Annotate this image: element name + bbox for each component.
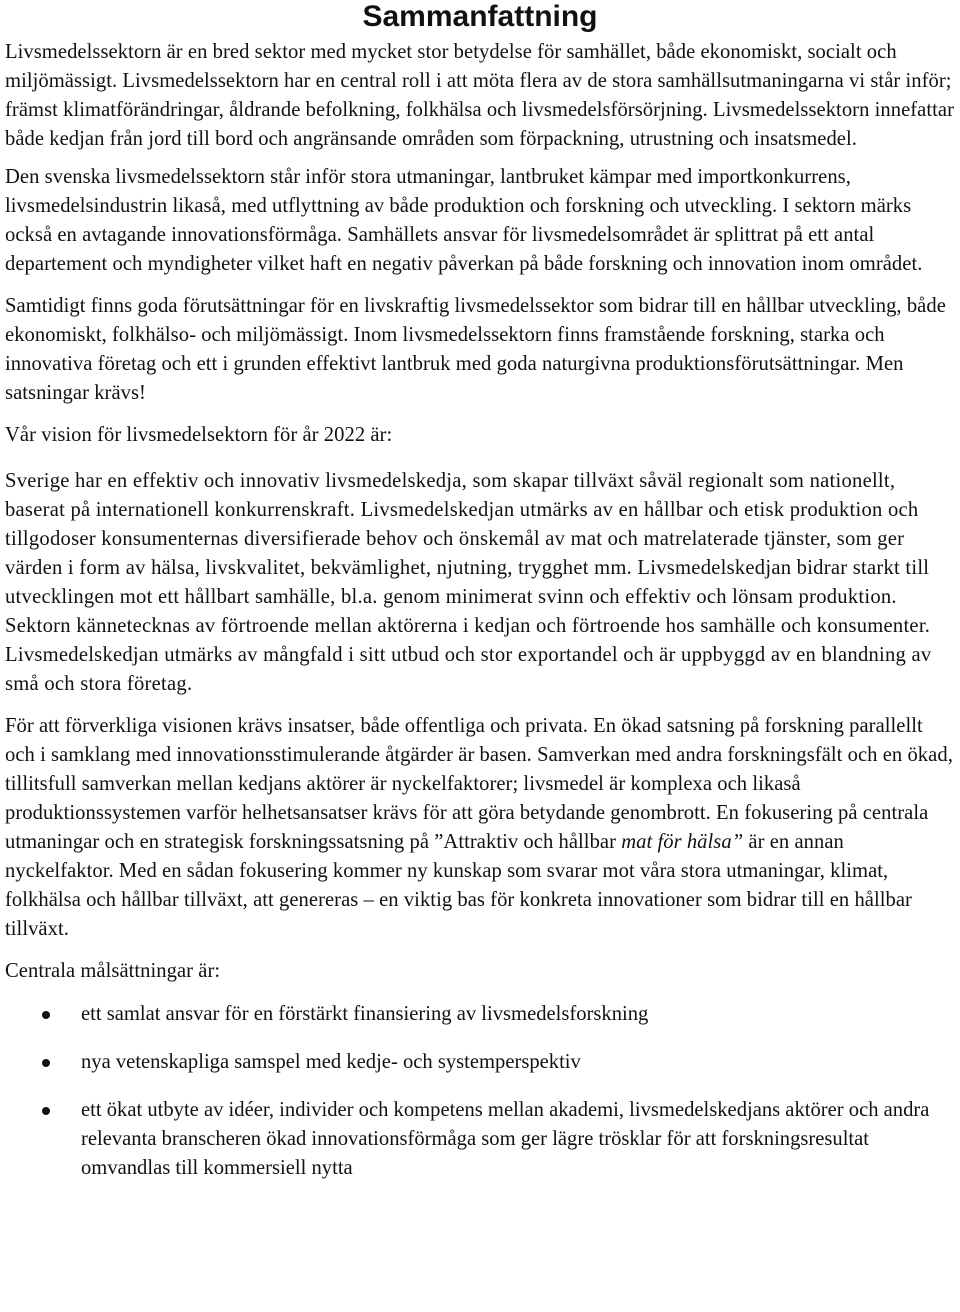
vision-heading: Vår vision för livsmedelsektorn för år 2022 är:: [5, 424, 393, 446]
effort-text-italic: mat för hälsa”: [621, 831, 744, 853]
challenges-paragraph: Den svenska livsmedelssektorn står inför stora utmaningar, lantbruket kämpar med importkonkurrens, livsmedelsindustrin likaså, med utflyttning av både produktion och forskning och utveckling. I sektorn märks också en avtagande innovationsförmåga. Samhällets ansvar för livsmedelsområdet är splittrat på ett antal departement och myndigheter vilket haft en negativ påverkan på både forskning och innovation inom området.: [5, 166, 923, 275]
opportunities-paragraph: Samtidigt finns goda förutsättningar för en livskraftig livsmedelssektor som bidrar till en hållbar utveckling, både ekonomiskt, folkhälso- och miljömässigt. Inom livsmedelssektorn finns framstående forskning, starka och innovativa företag och ett i grunden effektivt lantbruk med goda naturgivna produktionsförutsättningar. Men satsningar krävs!: [5, 295, 946, 404]
intro-paragraph: Livsmedelssektorn är en bred sektor med mycket stor betydelse för samhället, både ekonomiskt, socialt och miljömässigt. Livsmedelssektorn har en central roll i att möta flera av de stora samhällsutmaningarna vi står inför; främst klimatförändringar, åldrande befolkning, folkhälsa och livsmedelsförsörjning. Livsmedelssektorn innefattar både kedjan från jord till bord och angränsande områden som förpackning, utrustning och insatsmedel.: [5, 41, 955, 150]
document-page: [5, 0, 955, 1202]
page-title: Sammanfattning: [362, 0, 598, 33]
goals-heading: Centrala målsättningar är:: [5, 960, 221, 982]
vision-paragraph: Sverige har en effektiv och innovativ livsmedelskedja, som skapar tillväxt såväl regionalt som nationellt, baserat på internationell konkurrenskraft. Livsmedelskedjan utmärks av en hållbar och etisk produktion och tillgodoser konsumenternas diversifierade behov och önskemål av mat och matrelaterade tjänster, som ger värden i form av hälsa, livskvalitet, bekvämlighet, njutning, trygghet mm. Livsmedelskedjan bidrar starkt till utvecklingen mot ett hållbart samhälle, bl.a. genom minimerat svinn och effektiv och lönsam produktion. Sektorn kännetecknas av förtroende mellan aktörerna i kedjan och förtroende hos samhälle och konsumenter. Livsmedelskedjan utmärks av mångfald i sitt utbud och stor exportandel och är uppbyggd av en blandning av små och stora företag.: [5, 470, 932, 695]
effort-paragraph: [5, 712, 955, 944]
goals-list: [5, 1000, 955, 1183]
list-item-text: nya vetenskapliga samspel med kedje- och systemperspektiv: [81, 1051, 581, 1073]
list-item: [5, 1000, 955, 1029]
bullet-icon: [42, 1107, 50, 1115]
list-item: [5, 1048, 955, 1077]
effort-text-end: är en annan nyckelfaktor. Med en sådan fokusering kommer ny kunskap som svarar mot våra stora utmaningar, klimat, folkhälsa och hållbar tillväxt, att genereras – en viktig bas för konkreta innovationer som bidrar till en hållbar tillväxt.: [5, 831, 912, 940]
list-item-text: ett samlat ansvar för en förstärkt finansiering av livsmedelsforskning: [81, 1003, 649, 1025]
bullet-icon: [42, 1059, 50, 1067]
effort-text-start: För att förverkliga visionen krävs insatser, både offentliga och privata. En ökad satsning på forskning parallellt och i samklang med innovationsstimulerande åtgärder är basen. Samverkan med andra forskningsfält och en ökad, tillitsfull samverkan mellan kedjans aktörer är nyckelfaktorer; livsmedel är komplexa och likaså produktionssystemen varför helhetsansatser krävs för att göra betydande genombrott. En fokusering på centrala utmaningar och en strategisk forskningssatsning på ”Attraktiv och hållbar: [5, 715, 953, 853]
list-item: [5, 1096, 955, 1183]
list-item-text: ett ökat utbyte av idéer, individer och kompetens mellan akademi, livsmedelskedjans aktörer och andra relevanta branscheren ökad innovationsförmåga som ger lägre trösklar för att forskningsresultat omvandlas till kommersiell nytta: [81, 1099, 930, 1179]
bullet-icon: [42, 1011, 50, 1019]
